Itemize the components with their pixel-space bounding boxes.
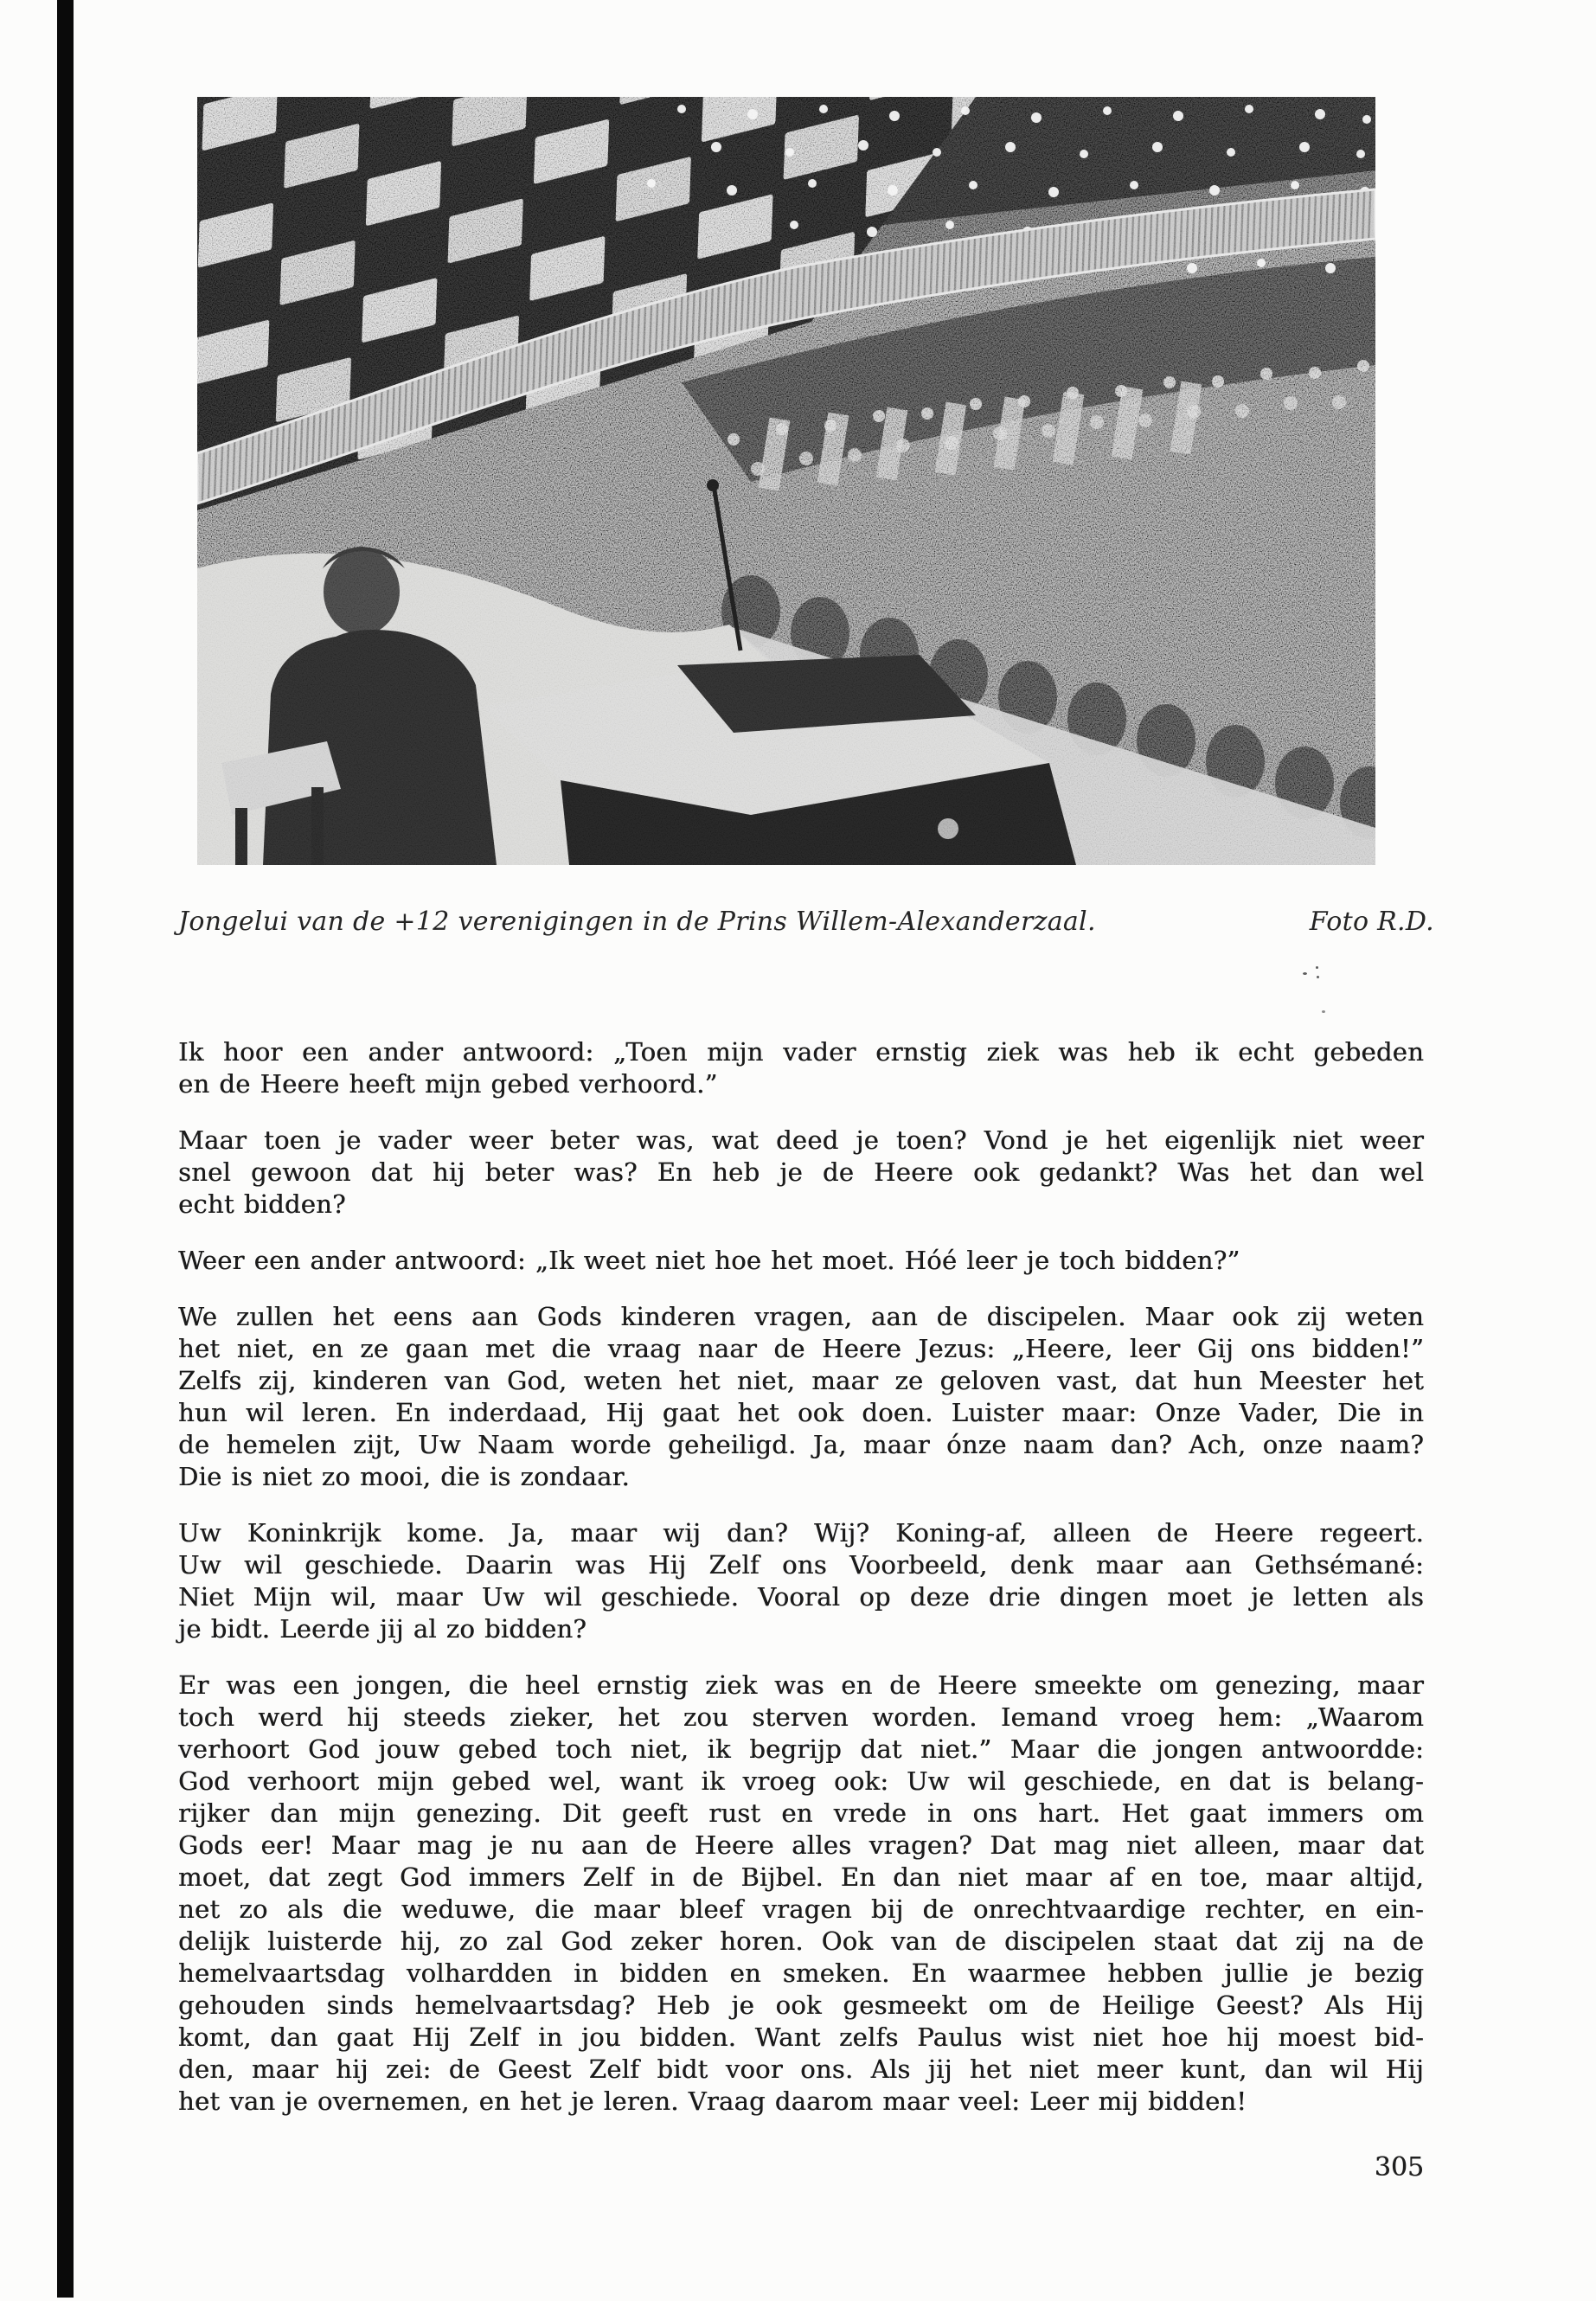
text-line: Maar toen je vader weer beter was, wat deed je toen? Vond je het eigenlijk niet weer [178, 1125, 1424, 1155]
text-line: toch werd hij steeds zieker, het zou sterven worden. Iemand vroeg hem: „Waarom [178, 1702, 1424, 1732]
text-line: Die is niet zo mooi, die is zondaar. [178, 1462, 630, 1491]
auditorium-photo-art [197, 97, 1375, 865]
photo-credit: Foto R.D. [1309, 907, 1434, 937]
text-line: God verhoort mijn gebed wel, want ik vroeg ook: Uw wil geschiede, en dat is belang- [178, 1766, 1424, 1796]
auditorium-photo [197, 97, 1375, 865]
scan-gutter-bar [57, 0, 74, 2298]
text-line: echt bidden? [178, 1189, 346, 1219]
text-line: Gods eer! Maar mag je nu aan de Heere alles vragen? Dat mag niet alleen, maar dat [178, 1830, 1424, 1860]
text-line: moet, dat zegt God immers Zelf in de Bijbel. En dan niet maar af en toe, maar altijd, [178, 1862, 1424, 1892]
text-block [178, 1036, 1424, 2142]
text-line: Ik hoor een ander antwoord: „Toen mijn vader ernstig ziek was heb ik echt gebeden [178, 1037, 1424, 1067]
text-line: Uw Koninkrijk kome. Ja, maar wij dan? Wij? Koning-af, alleen de Heere regeert. [178, 1518, 1424, 1548]
text-line: Er was een jongen, die heel ernstig ziek was en de Heere smeekte om genezing, maar [178, 1670, 1424, 1700]
text-line: den, maar hij zei: de Geest Zelf bidt voor ons. Als jij het niet meer kunt, dan wil Hij [178, 2054, 1424, 2084]
text-line: verhoort God jouw gebed toch niet, ik begrijp dat niet.” Maar die jongen antwoordde: [178, 1734, 1424, 1764]
text-line: Uw wil geschiede. Daarin was Hij Zelf ons Voorbeeld, denk maar aan Gethsémané: [178, 1550, 1424, 1580]
page-number: 305 [1374, 2152, 1424, 2182]
photo-caption: Jongelui van de +12 verenigingen in de Prins Willem-Alexanderzaal. [178, 907, 1096, 937]
text-line: Niet Mijn wil, maar Uw wil geschiede. Vooral op deze drie dingen moet je letten als [178, 1582, 1424, 1612]
halftone-grain-soft [197, 97, 1375, 865]
text-line: en de Heere heeft mijn gebed verhoord.” [178, 1069, 718, 1099]
text-line: We zullen het eens aan Gods kinderen vragen, aan de discipelen. Maar ook zij weten [178, 1302, 1424, 1331]
text-line: komt, dan gaat Hij Zelf in jou bidden. Want zelfs Paulus wist niet hoe hij moest bid- [178, 2022, 1424, 2052]
paragraph [178, 1125, 1424, 1221]
scan-speck [1316, 966, 1318, 969]
text-line: snel gewoon dat hij beter was? En heb je de Heere ook gedankt? Was het dan wel [178, 1157, 1424, 1187]
photo-caption-row [178, 907, 1434, 937]
text-line: hun wil leren. En inderdaad, Hij gaat het ook doen. Luister maar: Onze Vader, Die in [178, 1398, 1424, 1427]
scan-speck [1317, 976, 1319, 978]
text-line: het van je overnemen, en het je leren. Vraag daarom maar veel: Leer mij bidden! [178, 2086, 1247, 2116]
text-line: Zelfs zij, kinderen van God, weten het niet, maar ze geloven vast, dat hun Meester het [178, 1366, 1424, 1395]
paragraph [178, 1670, 1424, 2118]
text-line: de hemelen zijt, Uw Naam worde geheiligd. Ja, maar ónze naam dan? Ach, onze naam? [178, 1430, 1424, 1459]
text-line: gehouden sinds hemelvaartsdag? Heb je ook gesmeekt om de Heilige Geest? Als Hij [178, 1990, 1424, 2020]
scan-speck [1322, 1010, 1325, 1013]
paragraph [178, 1517, 1424, 1645]
text-line: net zo als die weduwe, die maar bleef vragen bij de onrechtvaardige rechter, en ein- [178, 1894, 1424, 1924]
text-line: delijk luisterde hij, zo zal God zeker horen. Ook van de discipelen staat dat zij na de [178, 1926, 1424, 1956]
text-line: het niet, en ze gaan met die vraag naar de Heere Jezus: „Heere, leer Gij ons bidden!” [178, 1334, 1424, 1363]
text-line: je bidt. Leerde jij al zo bidden? [178, 1614, 587, 1644]
text-line: rijker dan mijn genezing. Dit geeft rust en vrede in ons hart. Het gaat immers om [178, 1798, 1424, 1828]
paragraph [178, 1301, 1424, 1493]
paragraph [178, 1245, 1424, 1277]
scan-speck [1303, 972, 1307, 975]
paragraph [178, 1036, 1424, 1100]
text-line: Weer een ander antwoord: „Ik weet niet hoe het moet. Hóé leer je toch bidden?” [178, 1246, 1240, 1275]
text-line: hemelvaartsdag volhardden in bidden en smeken. En waarmee hebben jullie je bezig [178, 1958, 1424, 1988]
